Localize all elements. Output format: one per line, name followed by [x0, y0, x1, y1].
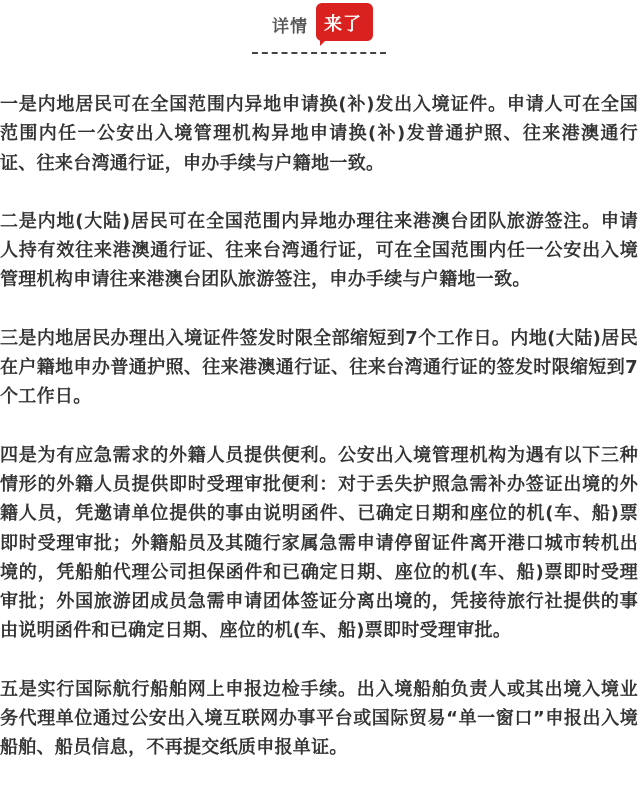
- header-badge-tail: [320, 36, 330, 46]
- paragraph-5: 五是实行国际航行船舶网上申报边检手续。出入境船舶负责人或其出境入境业务代理单位通过公安出入境互联网办事平台或国际贸易“单一窗口”申报出入境船舶、船员信息，不再提交纸质申报单证。: [0, 678, 638, 759]
- paragraph-2: 二是内地(大陆)居民可在全国范围内异地办理往来港澳台团队旅游签注。申请人持有效往来港澳通行证、往来台湾通行证，可在全国范围内任一公安出入境管理机构申请往来港澳台团队旅游签注，申办手续与户籍地一致。: [0, 210, 638, 291]
- paragraph-1: 一是内地居民可在全国范围内异地申请换(补)发出入境证件。申请人可在全国范围内任一公安出入境管理机构异地申请换(补)发普通护照、往来港澳通行证、往来台湾通行证，申办手续与户籍地一致。: [0, 94, 638, 174]
- article-body: [0, 90, 638, 792]
- paragraph-4: 四是为有应急需求的外籍人员提供便利。公安出入境管理机构为遇有以下三种情形的外籍人员提供即时受理审批便利：对于丢失护照急需补办签证出境的外籍人员，凭邀请单位提供的事由说明函件、已确定日期和座位的机(车、船)票即时受理审批；外籍船员及其随行家属急需申请停留证件离开港口城市转机出境的，凭船舶代理公司担保函件和已确定日期、座位的机(车、船)票即时受理审批；外国旅游团成员急需申请团体签证分离出境的，凭接待旅行社提供的事由说明函件和已确定日期、座位的机(车、船)票即时受理审批。: [0, 444, 638, 642]
- header-prefix: 详情: [272, 17, 308, 37]
- paragraph-3: 三是内地居民办理出入境证件签发时限全部缩短到7个工作日。内地(大陆)居民在户籍地申办普通护照、往来港澳通行证、往来台湾通行证的签发时限缩短到7个工作日。: [0, 327, 638, 408]
- header-dashed-divider: [252, 52, 386, 54]
- section-header: [0, 0, 640, 60]
- header-badge-text: 来了: [324, 14, 362, 35]
